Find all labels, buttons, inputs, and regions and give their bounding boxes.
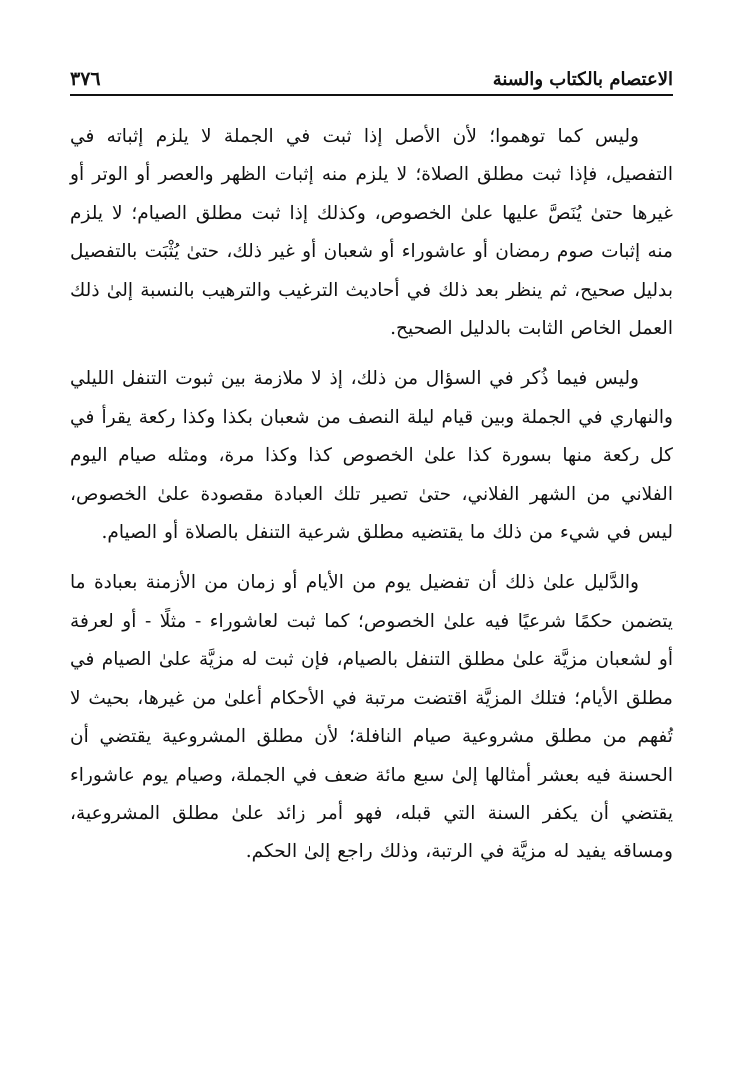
body-text <box>70 118 673 872</box>
running-header <box>70 58 673 90</box>
header-rule <box>70 94 673 96</box>
paragraph: والدَّليل علىٰ ذلك أن تفضيل يوم من الأيام أو زمان من الأزمنة بعبادة ما يتضمن حكمًا شرعيًا فيه علىٰ الخصوص؛ كما ثبت لعاشوراء - مثلًا - أو لعرفة أو لشعبان مزيَّة علىٰ مطلق التنفل بالصيام، فإن ثبت له مزيَّة علىٰ الصيام في مطلق الأيام؛ فتلك المزيَّة اقتضت مرتبة في الأحكام أعلىٰ من غيرها، بحيث لا تُفهم من مطلق مشروعية صيام النافلة؛ لأن مطلق المشروعية يقتضي أن الحسنة فيه بعشر أمثالها إلىٰ سبع مائة ضعف في الجملة، وصيام يوم عاشوراء يقتضي أن يكفر السنة التي قبله، فهو أمر زائد علىٰ مطلق المشروعية، ومساقه يفيد له مزيَّة في الرتبة، وذلك راجع إلىٰ الحكم. <box>70 572 673 863</box>
header-title: الاعتصام بالكتاب والسنة <box>492 69 673 90</box>
page-number: ٣٧٦ <box>70 68 101 90</box>
page <box>70 58 673 884</box>
paragraph: وليس كما توهموا؛ لأن الأصل إذا ثبت في الجملة لا يلزم إثباته في التفصيل، فإذا ثبت مطلق الصلاة؛ لا يلزم منه إثبات الظهر والعصر أو الوتر أو غيرها حتىٰ يُنَصَّ عليها علىٰ الخصوص، وكذلك إذا ثبت مطلق الصيام؛ لا يلزم منه إثبات صوم رمضان أو عاشوراء أو شعبان أو غير ذلك، حتىٰ يُثْبَت بالتفصيل بدليل صحيح، ثم ينظر بعد ذلك في أحاديث الترغيب والترهيب بالنسبة إلىٰ ذلك العمل الخاص الثابت بالدليل الصحيح. <box>70 126 673 340</box>
paragraph: وليس فيما ذُكر في السؤال من ذلك، إذ لا ملازمة بين ثبوت التنفل الليلي والنهاري في الجملة وبين قيام ليلة النصف من شعبان بكذا وكذا ركعة يقرأ في كل ركعة منها بسورة كذا علىٰ الخصوص كذا وكذا مرة، ومثله صيام اليوم الفلاني من الشهر الفلاني، حتىٰ تصير تلك العبادة مقصودة علىٰ الخصوص، ليس في شيء من ذلك ما يقتضيه مطلق شرعية التنفل بالصلاة أو الصيام. <box>70 368 673 544</box>
